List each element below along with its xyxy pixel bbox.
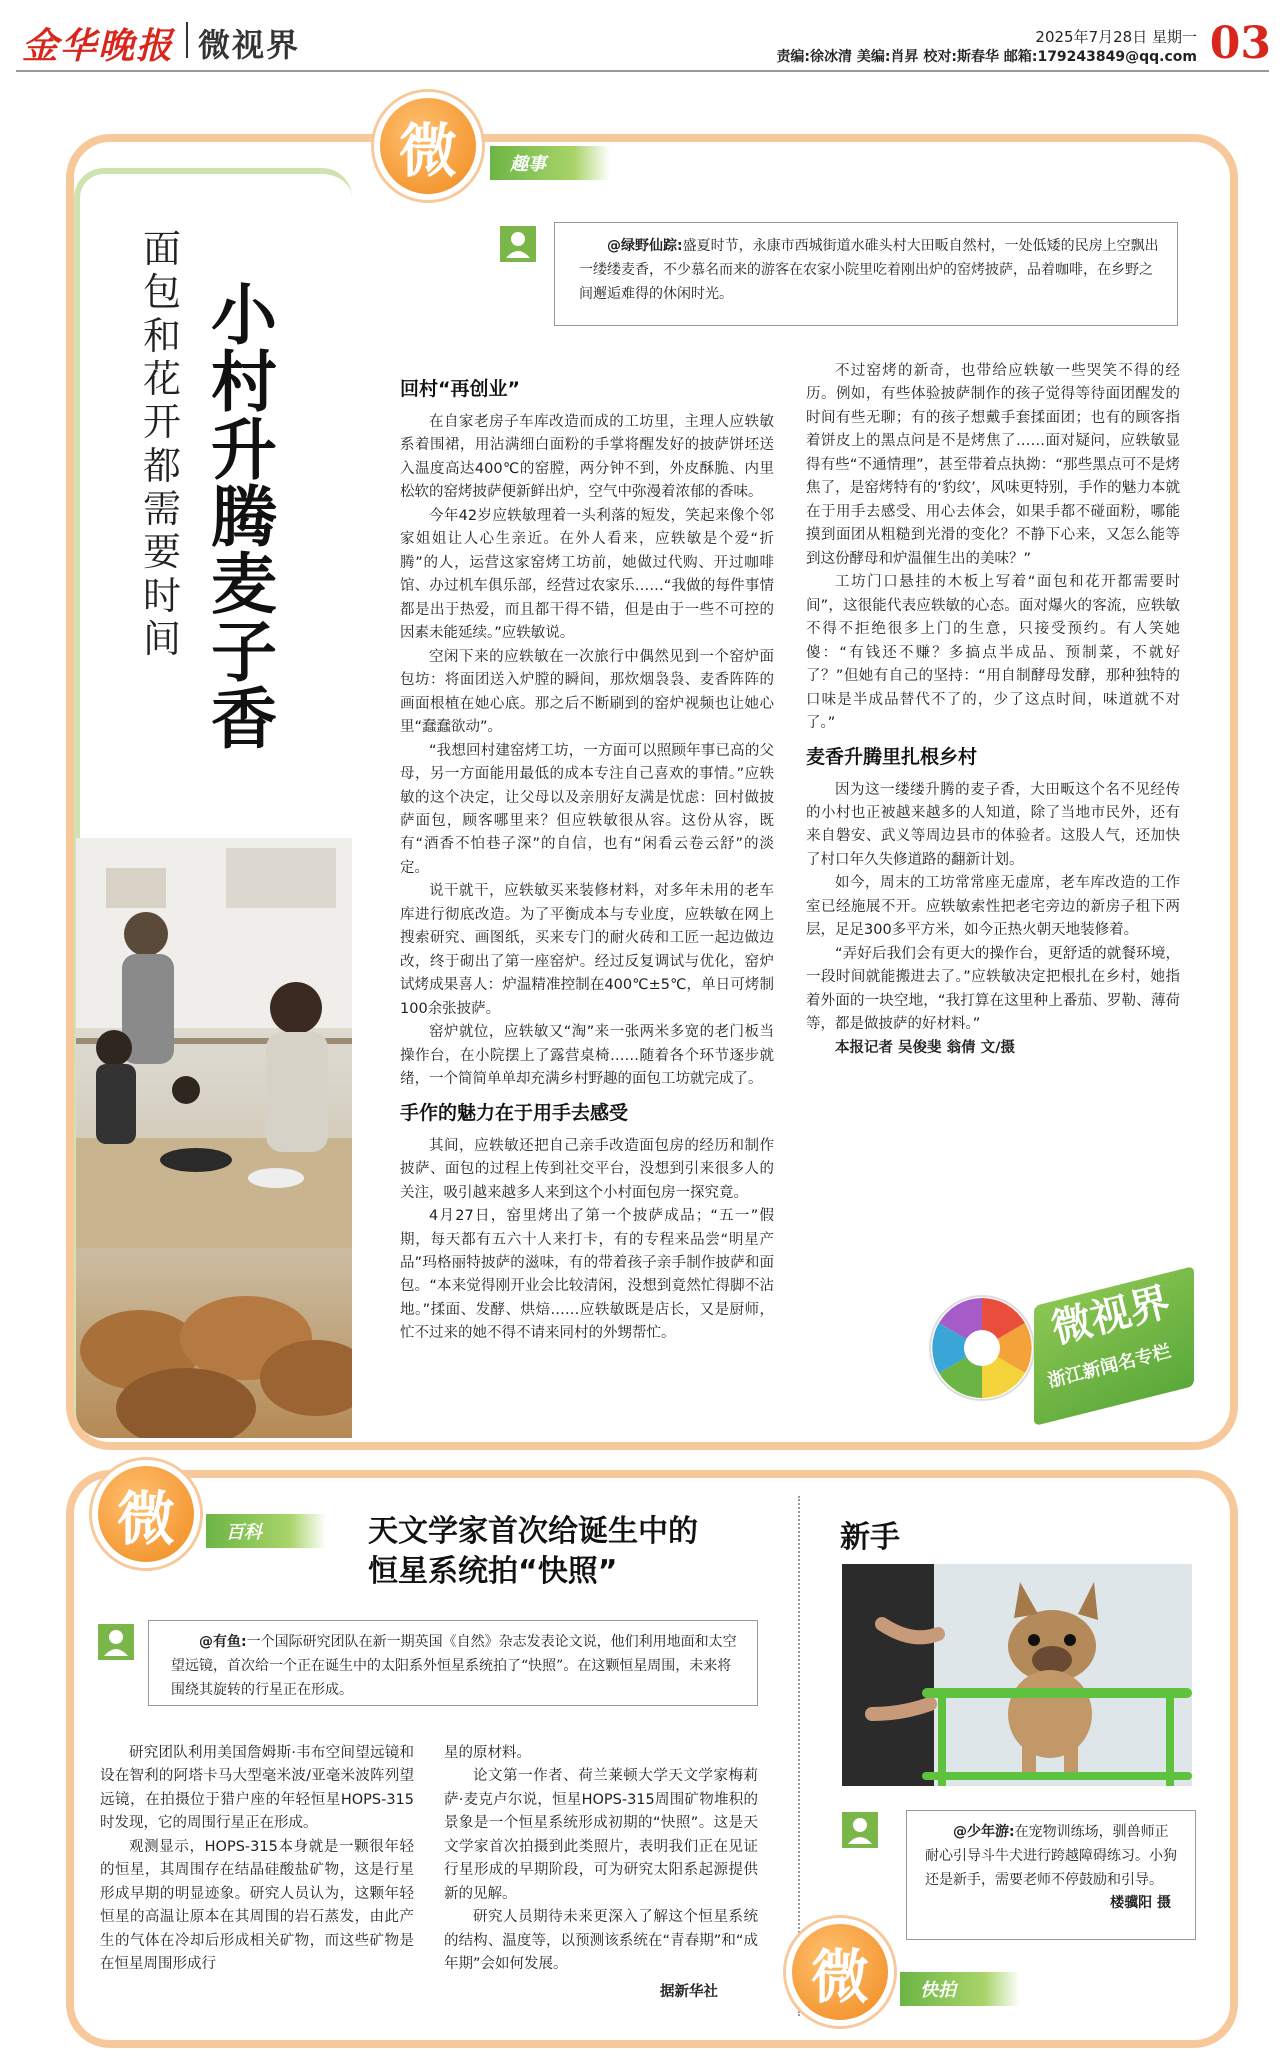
- baike-weibo-box: [148, 1620, 758, 1706]
- dog-photo-illustration: [842, 1564, 1192, 1786]
- tag-kuaipai: 快拍: [900, 1972, 1020, 2006]
- baike-headline-line2: 恒星系统拍“快照”: [368, 1553, 618, 1589]
- news-source: 据新华社: [660, 1983, 718, 2000]
- paragraph: 因为这一缕缕升腾的麦子香，大田畈这个名不见经传的小村也正被越来越多的人知道，除了当地市民外，还有来自磐安、武义等周边县市的体验者。这股人气，还加快了村口年久失修道路的翻新计划。: [806, 781, 1180, 868]
- kuaipai-weibo-text: [925, 1821, 1181, 1916]
- paragraph: 窑炉就位，应轶敏又“淘”来一张两米多宽的老门板当操作台，在小院摆上了露营桌椅……随着各个环节逐步就绪，一个简简单单却充满乡村野趣的面包工坊就完成了。: [400, 1024, 774, 1088]
- column-logo-subtitle: 浙江新闻名专栏: [1045, 1341, 1174, 1392]
- section-heading: 回村“再创业”: [400, 378, 520, 400]
- bakery-photo-illustration: [76, 838, 352, 1438]
- weibo-body: 在宠物训练场，驯兽师正耐心引导斗牛犬进行跨越障碍练习。小狗还是新手，需要老师不停鼓励和引导。: [925, 1824, 1177, 1888]
- avatar-icon: [98, 1624, 134, 1660]
- baike-column-left: [100, 1742, 414, 1977]
- paragraph: 不过窑烤的新奇，也带给应轶敏一些哭笑不得的经历。例如，有些体验披萨制作的孩子觉得等待面团醒发的时间有些无聊；有的孩子想戴手套揉面团；也有的顾客指着饼皮上的黑点问是不是烤焦了……面对疑问，应轶敏显得有些“不通情理”，甚至带着点执拗：“那些黑点可不是烤焦了，是窑烤特有的‘豹纹’，风味更特别，手作的魅力本就在于用手去感受、用心去体会，如果手都不碰面粉，哪能摸到面团从粗糙到光滑的变化？不静下心来，又怎么能等到这份酵母和炉温催生出的美味？”: [806, 363, 1180, 567]
- badge-wei: 微: [92, 1460, 200, 1568]
- feature-column-left: [400, 368, 774, 1346]
- tag-quishi: 趣事: [490, 146, 610, 180]
- paragraph: 论文第一作者、荷兰莱顿大学天文学家梅莉萨·麦克卢尔说，恒星HOPS-315周围矿物堆积的景象是一个恒星系统形成初期的“快照”。这是天文学家首次拍摄到此类照片，表明我们正在见证行星形成的早期阶段，可为研究太阳系起源提供新的见解。: [444, 1768, 758, 1902]
- weibo-handle: @少年游:: [953, 1824, 1015, 1840]
- paragraph: “弄好后我们会有更大的操作台，更舒适的就餐环境，一段时间就能搬进去了。”应轶敏决定把根扎在乡村，她指着外面的一块空地，“我打算在这里种上番茄、罗勒、薄荷等，都是做披萨的好材料。”: [806, 945, 1180, 1033]
- masthead: [0, 0, 1285, 72]
- paragraph: 研究团队利用美国詹姆斯·韦布空间望远镜和设在智利的阿塔卡马大型毫米波/亚毫米波阵列望远镜，在拍摄位于猎户座的年轻恒星HOPS-315时发现，它的周围行星正在形成。: [100, 1745, 414, 1832]
- paragraph: 研究人员期待未来更深入了解这个恒星系统的结构、温度等，以预测该系统在“青春期”和“成年期”会如何发展。: [444, 1909, 758, 1973]
- section-heading: 手作的魅力在于用手去感受: [400, 1101, 629, 1124]
- badge-wei: 微: [374, 92, 482, 200]
- feature-subheadline: 面包和花开都需要时间: [142, 227, 181, 661]
- paragraph: “我想回村建窑烤工坊，一方面可以照顾年事已高的父母，另一方面能用最低的成本专注自己喜欢的事情。”应轶敏的这个决定，让父母以及亲朋好友满是忧虑：回村做披萨面包，顾客哪里来？但应轶敏很从容。这份从容，既有“酒香不怕巷子深”的自信，也有“闲看云卷云舒”的淡定。: [400, 742, 774, 876]
- paragraph: 如今，周末的工坊常常座无虚席，老车库改造的工作室已经施展不开。应轶敏索性把老宅旁边的新房子租下两层，足足300多平方米，如今正热火朝天地装修着。: [806, 875, 1180, 939]
- dog-training-photo: [842, 1564, 1192, 1786]
- paragraph: 4月27日，窑里烤出了第一个披萨成品；“五一”假期，每天都有五六十人来打卡，有的专程来品尝“明星产品”玛格丽特披萨的滋味，有的带着孩子亲手制作披萨和面包。“本来觉得刚开业会比较清闲，没想到竟然忙得脚不沾地。”揉面、发酵、烘焙……应轶敏既是店长，又是厨师，忙不过来的她不得不请来同村的外甥帮忙。: [400, 1208, 774, 1342]
- aperture-icon: [922, 1288, 1042, 1408]
- feature-column-right: [806, 360, 1180, 1060]
- column-logo: [922, 1278, 1192, 1412]
- paragraph: 说干就干，应轶敏买来装修材料，对多年未用的老车库进行彻底改造。为了平衡成本与专业度，应轶敏在网上搜索研究、画图纸，买来专门的耐火砖和工匠一起边做边改，终于砌出了第一座窑炉。经过反复调试与优化，窑炉试烤成果喜人：炉温精准控制在400℃±5℃，单日可烤制100余张披萨。: [400, 883, 774, 1017]
- masthead-divider: [186, 22, 188, 58]
- page-number: 03: [1209, 18, 1271, 69]
- baike-weibo-text: [171, 1631, 745, 1702]
- kuaipai-weibo-box: [906, 1810, 1196, 1940]
- weibo-handle: @有鱼:: [199, 1634, 247, 1650]
- badge-wei: 微: [786, 1918, 894, 2026]
- weibo-body: 盛夏时节，永康市西城街道水碓头村大田畈自然村，一处低矮的民房上空飘出一缕缕麦香，不少慕名而来的游客在农家小院里吃着刚出炉的窑烤披萨，品着咖啡，在乡野之间邂逅难得的休闲时光。: [579, 238, 1159, 302]
- feature-weibo-text: [579, 235, 1165, 306]
- feature-weibo-box: [554, 222, 1178, 326]
- section-name: 微视界: [198, 26, 301, 64]
- paragraph: 今年42岁应轶敏理着一头利落的短发，笑起来像个邻家姐姐让人心生亲近。在外人看来，应轶敏是个爱“折腾”的人，运营这家窑烤工坊前，她做过代购、开过咖啡馆、办过机车俱乐部，经营过农家乐……“我做的每件事情都是出于热爱，而且都干得不错，但是由于一些不可控的因素未能延续。”应轶敏说。: [400, 507, 774, 642]
- paragraph: 工坊门口悬挂的木板上写着“面包和花开都需要时间”，这很能代表应轶敏的心态。面对爆火的客流，应轶敏不得不拒绝很多上门的生意，只接受预约。有人笑她傻：“有钱还不赚？多搞点半成品、预制菜，不就好了？”但她有自己的坚持：“用自制酵母发酵，那种独特的口味是半成品替代不了的，少了这点时间，味道就不对了。”: [806, 574, 1180, 732]
- kuaipai-title: 新手: [840, 1520, 900, 1555]
- bakery-photo: [76, 838, 352, 1438]
- paragraph: 观测显示，HOPS-315本身就是一颗很年轻的恒星，其周围存在结晶硅酸盐矿物，这是行星形成早期的明显迹象。研究人员认为，这颗年轻恒星的高温让原本在其周围的岩石蒸发，由此产生的气体在冷却后形成相关矿物，而这些矿物是在恒星周围形成行: [100, 1838, 414, 1973]
- avatar-icon: [500, 226, 536, 262]
- paragraph: 空闲下来的应轶敏在一次旅行中偶然见到一个窑炉面包坊：将面团送入炉膛的瞬间，那炊烟袅袅、麦香阵阵的画面根植在她心底。那之后不断刷到的窑炉视频也让她心里“蠢蠢欲动”。: [400, 648, 774, 736]
- baike-column-right: [444, 1742, 758, 2004]
- editor-credits: 责编:徐冰清 美编:肖昇 校对:斯春华 邮箱:179243849@qq.com: [776, 49, 1197, 65]
- paragraph: 其间，应轶敏还把自己亲手改造面包房的经历和制作披萨、面包的过程上传到社交平台，没想到引来很多人的关注，吸引越来越多人来到这个小村面包房一探究竟。: [400, 1137, 774, 1201]
- section-heading: 麦香升腾里扎根乡村: [806, 745, 978, 768]
- masthead-rule: [16, 70, 1269, 72]
- issue-date: 2025年7月28日 星期一: [1035, 28, 1197, 46]
- avatar-icon: [842, 1812, 878, 1848]
- paragraph: 在自家老房子车库改造而成的工坊里，主理人应轶敏系着围裙，用沾满细白面粉的手掌将醒发好的披萨饼坯送入温度高达400℃的窑膛，两分钟不到，外皮酥脆、内里松软的窑烤披萨便新鲜出炉，空气中弥漫着浓郁的香味。: [400, 413, 774, 501]
- feature-headline: 小村升腾麦子香: [211, 277, 277, 758]
- baike-headline: [368, 1512, 698, 1591]
- column-logo-title: 微视界: [1046, 1278, 1175, 1353]
- byline: 本报记者 吴俊斐 翁倩 文/摄: [835, 1039, 1015, 1056]
- newspaper-logo: 金华晚报: [22, 25, 175, 67]
- weibo-handle: @绿野仙踪:: [607, 238, 683, 254]
- tag-baike: 百科: [206, 1514, 326, 1548]
- photo-credit: 楼骥阳 摄: [1110, 1895, 1171, 1912]
- paragraph-continued: 星的原材料。: [444, 1745, 531, 1761]
- weibo-body: 一个国际研究团队在新一期英国《自然》杂志发表论文说，他们利用地面和太空望远镜，首次给一个正在诞生中的太阳系外恒星系统拍了“快照”。在这颗恒星周围，未来将围绕其旋转的行星正在形成。: [171, 1634, 737, 1698]
- baike-headline-line1: 天文学家首次给诞生中的: [368, 1514, 698, 1549]
